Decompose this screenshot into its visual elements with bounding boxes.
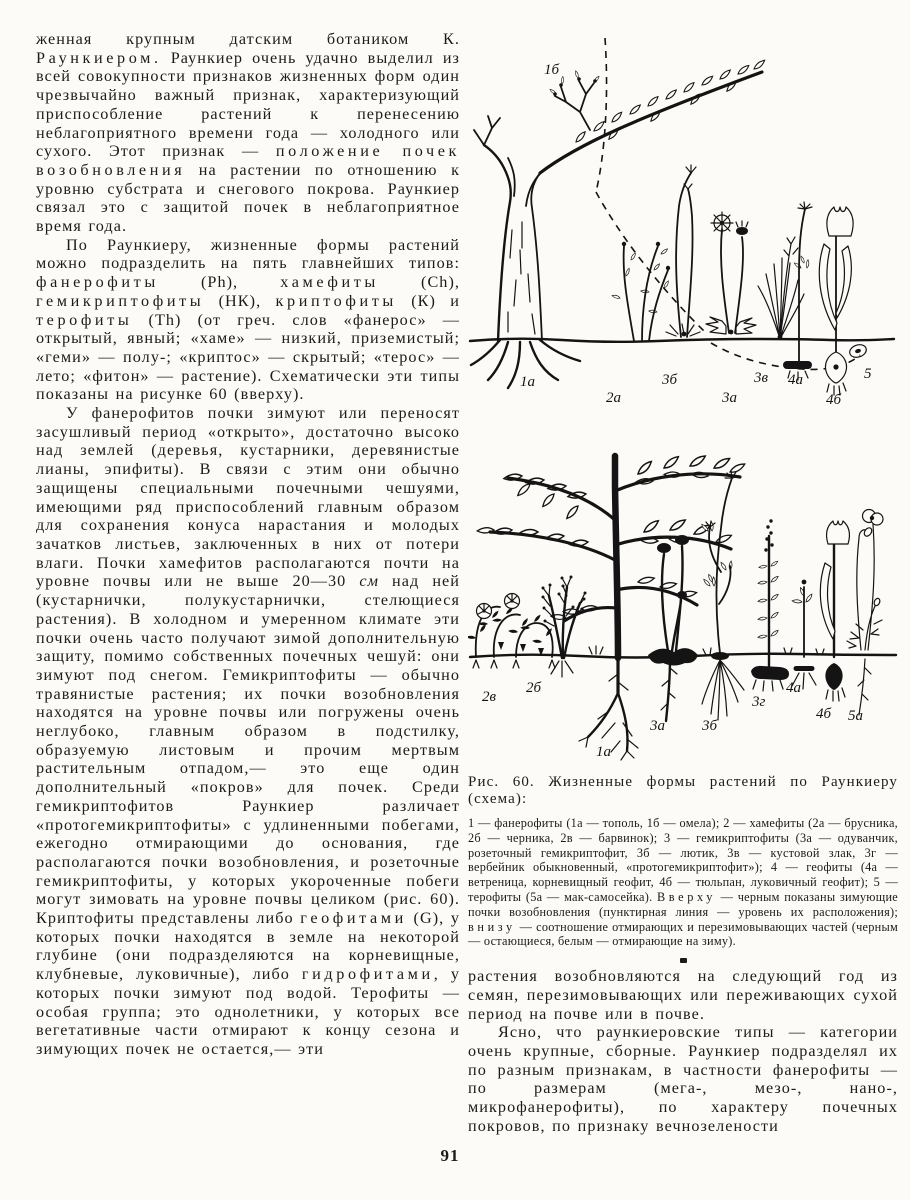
leaf-icon: [628, 105, 642, 114]
paragraph: [36, 236, 460, 404]
page-number: 91: [440, 1146, 460, 1165]
figure-label-1b: 1б: [544, 62, 560, 78]
right-text-column: [468, 967, 898, 1135]
text-segment: Раункиер очень удачно выделил из всей совокупности признаков жизненных форм один чрезвычайно важный признак, характеризующий приспособление растений к перенесению неблагоприятного времени года — холодного или сухого. Этот признак —: [36, 48, 460, 161]
text-segment: — соотношение отмирающих и перезимовывающих частей (черным — остающиеся, белым — отмирающие на зиму).: [468, 919, 898, 949]
text-segment: (Th) (от греч. слов «фанерос» — открытый, явный; «хаме» — низкий, приземистый; «геми» — полу-; «криптос» — скрытый; «терос» — лето; «фитон» — растение). Схематически эти типы показаны на рисунке 60 (вверху).: [36, 310, 460, 404]
leaf-icon: [792, 597, 802, 605]
leaf-icon: [759, 564, 767, 569]
paragraph: [468, 816, 898, 949]
text-segment: По Раункиеру, жизненные формы растений можно подразделить на пять главнейших типов:: [36, 235, 460, 273]
text-segment: положение почек возобновления: [36, 142, 460, 179]
text-segment: (К) и: [396, 291, 461, 310]
shrub-2a-icon: [622, 242, 670, 341]
figure-label-5: 5: [864, 366, 872, 382]
leaf-icon: [804, 260, 811, 268]
figure-label-3a-top: 3а: [722, 390, 737, 406]
figure-label-4b-bottom: 4б: [816, 706, 832, 722]
leaf-icon: [716, 535, 731, 542]
leaf-icon: [508, 627, 518, 635]
text-segment: см: [359, 572, 379, 591]
leaf-icon: [718, 70, 732, 79]
text-segment: криптофиты: [275, 291, 397, 310]
paragraph: [36, 30, 460, 236]
figure-label-1a-bottom: 1а: [596, 744, 611, 760]
figure-bottom-panel: [468, 424, 898, 767]
leaf-icon: [770, 612, 779, 618]
figure-label-4a-top: 4а: [788, 372, 803, 388]
leaf-icon: [770, 561, 778, 566]
leaf-icon: [713, 458, 731, 468]
leaf-icon: [574, 132, 588, 143]
text-segment: терофиты: [36, 310, 133, 329]
text-segment: , у которых почки зимуют под водой. Терофиты — особая группа; это однолетники, у которых все вегетативные части отмирают к концу сезона и зимующих почек не остается,— эти: [36, 965, 460, 1058]
text-segment: женная крупным датским ботаником К.: [36, 30, 460, 48]
text-segment: геофитами: [300, 909, 407, 928]
figure-label-3b-bottom: 3б: [702, 718, 718, 734]
leaf-icon: [646, 97, 660, 107]
leaf-icon: [709, 574, 713, 582]
text-segment: над ней (кустарнички, полукустарнички, стелющиеся растения). В холодном и умеренном климате эти почки очень часто получают зимой дополнительную защиту, помимо собственных почечных чешуй: они зимуют под снегом. Гемикриптофиты — обычно травянистые растения; их почки возобновления находятся на уровне почвы или погружены очень неглубоко, главным образом в подстилку, образуемую листовым и прочим мертвым растительным отпадом,— это еще один дополнительный «покров» для почек. Среди гемикриптофитов Раункиер различает «протогемикриптофиты» с удлиненными побегами, ежегодно отмирающими до основания, где располагаются почки возобновления, и розеточные гемикриптофиты, у которых укороченные побеги могут зимовать на уровне почвы целиком (рис. 60). Криптофиты представлены либо: [36, 572, 460, 928]
left-text-column: [36, 30, 460, 1059]
leaf-icon: [635, 461, 653, 474]
leaf-icon: [575, 71, 579, 78]
figure-label-5a: 5а: [848, 708, 863, 724]
figure-label-4a-bottom: 4а: [786, 680, 801, 696]
leaf-icon: [592, 122, 606, 132]
leaf-icon: [758, 598, 767, 604]
figure-top-panel: [468, 30, 898, 422]
mistletoe-1b-icon: [553, 77, 597, 130]
text-segment: хамефиты: [280, 273, 379, 292]
text-segment: гемикриптофиты: [36, 291, 205, 310]
paragraph: [468, 1023, 898, 1135]
leaf-icon: [770, 630, 779, 636]
leaf-icon: [758, 634, 767, 640]
figure-label-3b-top: 3б: [662, 372, 678, 388]
text-segment: (G), у которых почки находятся в земле на некоторой глубине (они подразделяются на корневищные, клубневые, луковичные), либо: [36, 909, 460, 984]
dandelion-rosette-3a-icon: [648, 535, 698, 721]
figure-label-2a: 2а: [606, 390, 621, 406]
figure-caption-title-line1: Рис. 60. Жизненные формы растений по Раункиеру: [468, 774, 898, 790]
buttercup-3b-icon: [702, 471, 744, 720]
geophyte-4a-icon: [783, 202, 812, 380]
leaf-icon: [662, 457, 680, 469]
leaf-icon: [653, 264, 661, 271]
figure-label-1a-top: 1а: [520, 374, 535, 390]
leaf-icon: [804, 594, 814, 602]
leaf-icon: [770, 576, 779, 582]
paragraph: [36, 404, 460, 1059]
figure-label-3a-bottom: 3а: [650, 718, 665, 734]
leaf-icon: [642, 521, 660, 533]
lysimachia-3g-icon: [751, 519, 789, 691]
dandelion-3a-icon: [706, 212, 756, 334]
section-separator-dot: [680, 958, 687, 963]
plant-3b-icon: [666, 165, 700, 337]
poppy-5a-icon: [847, 510, 883, 716]
leaf-icon: [660, 249, 668, 254]
leaf-icon: [770, 594, 779, 600]
text-segment: Раункиером.: [36, 48, 162, 67]
text-segment: Ясно, что раункиеровские типы — категории очень крупные, сборные. Раункиер подразделял их по разным признакам, в частности фанерофиты — по размерам (мега-, мезо-, нано-, микрофанерофиты), по характеру почечных покровов, по признаку вечнозелености: [468, 1023, 898, 1135]
leaf-icon: [468, 633, 476, 641]
text-segment: растения возобновляются на следующий год из семян, перезимовывающих или переживающих сухой период на почве или в почве.: [468, 967, 898, 1023]
leaf-icon: [540, 494, 557, 507]
leaf-icon: [477, 524, 494, 536]
leaf-icon: [700, 76, 714, 85]
text-segment: — черным показаны зимующие почки возобновления (пунктирная линия — уровень их расположения);: [468, 889, 898, 919]
figure-label-2v: 2в: [482, 689, 497, 705]
leaf-icon: [752, 60, 766, 69]
tulip-4b-icon: [819, 207, 853, 395]
figure-label-2b: 2б: [526, 680, 542, 696]
figure-label-3g: 3г: [752, 694, 766, 710]
leaf-icon: [758, 580, 767, 586]
text-segment: внизу: [468, 919, 516, 934]
text-segment: фанерофиты: [36, 273, 159, 292]
text-segment: 1 — фанерофиты (1а — тополь, 1б — омела); 2 — хамефиты (2а — брусника, 2б — черника, 2в — барвинок); 3 — гемикриптофиты (3а — одуванчик, розеточный гемикриптофит, 3б — лютик, 3в — кустовой злак, 3г — вербейник обыкновенный, «протогемикриптофит»); 4 — геофиты (4а — ветреница, корневищный геофит, 4б — тюльпан, луковичный геофит); 5 — терофиты (5а — мак-самосейка).: [468, 816, 898, 904]
tulip-4b-bottom-icon: [820, 521, 849, 701]
right-column: [468, 30, 898, 1136]
leaf-icon: [758, 616, 767, 622]
text-segment: на растении по отношению к уровню субстрата и снегового покрова. Раункиер связал это с защитой почек в неблагоприятное время года.: [36, 160, 460, 236]
leaf-icon: [682, 83, 696, 93]
figure-caption-body: [468, 816, 898, 949]
leaf-icon: [729, 464, 745, 472]
leaf-icon: [515, 484, 532, 496]
leaf-icon: [669, 520, 687, 531]
figure-label-4b-top: 4б: [826, 392, 842, 408]
text-segment: (Ch),: [378, 273, 460, 292]
text-segment: Вверху: [657, 889, 716, 904]
leaf-icon: [721, 562, 726, 571]
paragraph: [468, 967, 898, 1023]
text-segment: (НК),: [204, 291, 276, 310]
poplar-1a-icon: [490, 456, 740, 760]
leaf-icon: [612, 293, 620, 301]
leaf-icon: [638, 575, 654, 585]
leaf-icon: [629, 253, 637, 260]
figure-caption-title-line2: (схема):: [468, 791, 528, 807]
leaf-icon: [564, 506, 581, 519]
leaf-icon: [532, 637, 542, 645]
anemone-4a-icon: [792, 580, 816, 689]
text-segment: У фанерофитов почки зимуют или переносят засушливый период «открыто», достаточно высоко над землей (деревья, кустарники, деревянистые лианы, эпифиты). В связи с этим они обычно защищены специальными почечными чешуями, имеющими ряд приспособлений главным образом для сохранения конуса нарастания и молодых зачатков листьев, заключенных в них от потери влаги. Почки хамефитов располагаются почти на уровне почвы или не выше 20—30: [36, 404, 460, 591]
text-segment: гидрофитами: [301, 965, 434, 984]
ground-line-top-icon: [470, 339, 894, 342]
leaf-icon: [610, 112, 624, 122]
figure-label-3v: 3в: [754, 370, 769, 386]
seed-5-icon: [848, 343, 868, 360]
leaf-icon: [664, 90, 678, 99]
leaf-icon: [532, 615, 542, 623]
bilberry-2b-icon: [542, 576, 587, 678]
leaf-icon: [801, 256, 804, 263]
leaf-icon: [559, 76, 565, 84]
text-segment: (Ph),: [158, 273, 281, 292]
leaf-icon: [689, 456, 707, 467]
leaf-icon: [794, 261, 801, 269]
figure-caption: [468, 774, 898, 949]
grass-3v-icon: [758, 237, 804, 339]
leaf-icon: [737, 65, 751, 74]
